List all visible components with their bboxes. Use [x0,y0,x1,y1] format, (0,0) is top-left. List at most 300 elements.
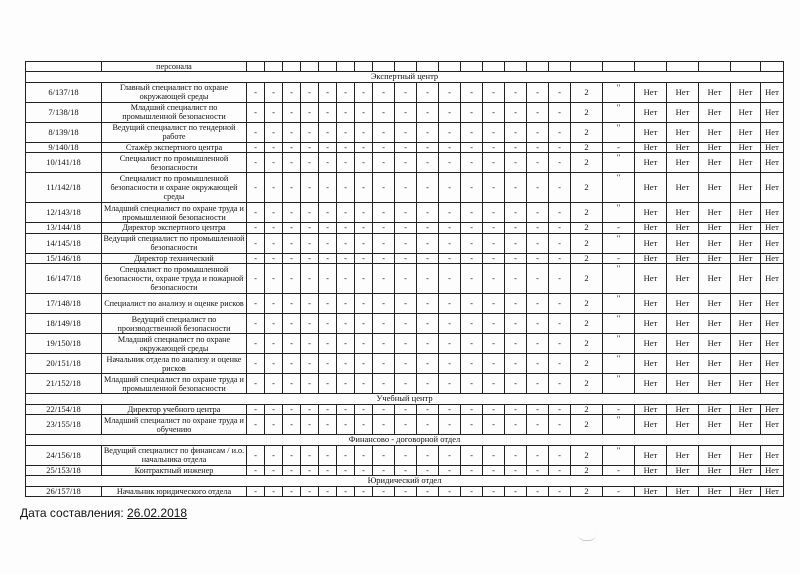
no-cell: Нет [761,334,784,354]
factor-dash: - [395,334,417,354]
factor-dash: - [283,415,301,435]
tick-cell: " [603,415,635,435]
dash-cell: - [549,102,571,122]
no-cell: Нет [667,294,699,314]
position-name: Ведущий специалист по тендерной работе [102,122,247,142]
position-name: Младший специалист по промышленной безопасности [102,102,247,122]
factor-dash: - [247,314,265,334]
factor-dash: - [301,142,319,153]
class-cell: 2 [571,122,603,142]
factor-dash: - [417,203,439,223]
factor-dash: - [283,82,301,102]
factor-dash: - [505,415,527,435]
factor-dash: - [505,122,527,142]
factor-dash: - [439,142,461,153]
factor-dash: - [527,82,549,102]
factor-dash: - [505,314,527,334]
factor-dash: - [301,233,319,253]
no-cell: Нет [635,253,667,264]
no-cell: Нет [699,334,731,354]
tick-cell: " [603,354,635,374]
no-cell: Нет [761,173,784,203]
tick-cell: - [603,404,635,415]
position-name: Ведущий специалист по финансам / и.о. начальника отдела [102,445,247,465]
factor-dash: - [283,404,301,415]
dash-cell: - [549,82,571,102]
factor-dash: - [283,334,301,354]
factor-dash: - [337,102,355,122]
no-cell: Нет [699,173,731,203]
factor-dash: - [355,82,373,102]
factor-dash: - [395,102,417,122]
tick-cell: " [603,203,635,223]
factor-dash: - [417,415,439,435]
factor-dash: - [247,233,265,253]
no-cell: Нет [667,82,699,102]
factor-dash: - [461,404,483,415]
factor-dash: - [265,294,283,314]
no-cell: Нет [667,486,699,497]
factor-dash: - [283,122,301,142]
factor-dash: - [439,82,461,102]
factor-dash: - [373,173,395,203]
factor-dash: - [417,122,439,142]
factor-dash: - [373,203,395,223]
tick-cell: " [603,294,635,314]
factor-dash: - [355,264,373,294]
factor-dash: - [283,264,301,294]
factor-dash: - [417,253,439,264]
position-name: Ведущий специалист по промышленной безопасности [103,234,245,253]
factor-dash: - [483,465,505,476]
factor-dash: - [283,314,301,334]
dash-cell: - [549,334,571,354]
factor-dash: - [505,173,527,203]
factor-dash: - [395,223,417,234]
factor-dash: - [527,354,549,374]
factor-dash: - [355,486,373,497]
no-cell: Нет [699,153,731,173]
class-cell: 2 [571,173,603,203]
position-name: Младший специалист по охране окружающей среды [102,334,247,354]
factor-dash: - [265,264,283,294]
no-cell: Нет [761,314,784,334]
no-cell: Нет [699,374,731,394]
factor-dash: - [417,233,439,253]
factor-dash: - [395,122,417,142]
factor-dash: - [395,264,417,294]
dash-cell: - [549,223,571,234]
factor-dash: - [395,233,417,253]
factor-dash: - [373,223,395,234]
section-header-row [26,72,784,83]
no-cell: Нет [635,404,667,415]
factor-dash: - [417,354,439,374]
factor-dash: - [439,203,461,223]
factor-dash: - [527,404,549,415]
factor-dash: - [439,354,461,374]
no-cell: Нет [731,294,761,314]
workplace-code: 13/144/18 [26,223,102,234]
factor-dash: - [395,153,417,173]
factor-dash: - [319,142,337,153]
factor-dash: - [439,445,461,465]
factor-dash: - [247,486,265,497]
factor-dash: - [247,253,265,264]
compilation-date [20,506,187,520]
factor-dash: - [283,253,301,264]
factor-dash: - [461,264,483,294]
workplace-code: 24/156/18 [26,445,102,465]
factor-dash: - [247,82,265,102]
factor-dash: - [373,153,395,173]
no-cell: Нет [667,253,699,264]
position-name: Директор учебного центра [102,404,247,415]
factor-dash: - [527,233,549,253]
factor-dash: - [461,415,483,435]
tick-cell: " [603,334,635,354]
factor-dash: - [439,253,461,264]
no-cell: Нет [667,374,699,394]
factor-dash: - [461,314,483,334]
factor-dash: - [483,173,505,203]
dash-cell: - [549,173,571,203]
factor-dash: - [505,264,527,294]
factor-dash: - [395,82,417,102]
factor-dash: - [461,334,483,354]
section-title: Финансово - договорной отдел [26,435,784,446]
factor-dash: - [505,334,527,354]
factor-dash: - [439,374,461,394]
factor-dash: - [505,294,527,314]
no-cell: Нет [731,314,761,334]
position-name: Стажёр экспертного центра [102,142,247,153]
factor-dash: - [483,203,505,223]
factor-dash: - [337,82,355,102]
workplace-code: 26/157/18 [26,486,102,497]
tick-cell: " [603,314,635,334]
factor-dash: - [319,354,337,374]
class-cell: 2 [571,264,603,294]
factor-dash: - [319,334,337,354]
factor-dash: - [247,102,265,122]
factor-dash: - [439,223,461,234]
factor-dash: - [461,82,483,102]
no-cell: Нет [699,354,731,374]
factor-dash: - [355,314,373,334]
no-cell: Нет [761,142,784,153]
factor-dash: - [301,203,319,223]
workplace-code: 19/150/18 [26,334,102,354]
no-cell: Нет [635,203,667,223]
factor-dash: - [439,314,461,334]
factor-dash: - [319,153,337,173]
factor-dash: - [461,142,483,153]
class-cell: 2 [571,82,603,102]
tick-cell: " [603,122,635,142]
no-cell: Нет [667,153,699,173]
class-cell: 2 [571,102,603,122]
factor-dash: - [373,404,395,415]
workplace-code: 12/143/18 [26,203,102,223]
no-cell: Нет [699,102,731,122]
no-cell: Нет [699,122,731,142]
factor-dash: - [461,153,483,173]
table-row [26,102,784,122]
factor-dash: - [319,294,337,314]
no-cell: Нет [635,314,667,334]
factor-dash: - [461,203,483,223]
factor-dash: - [301,253,319,264]
table-row [26,374,784,394]
no-cell: Нет [761,465,784,476]
no-cell: Нет [731,334,761,354]
factor-dash: - [301,82,319,102]
factor-dash: - [527,153,549,173]
no-cell: Нет [731,102,761,122]
factor-dash: - [439,334,461,354]
factor-dash: - [283,354,301,374]
factor-dash: - [319,374,337,394]
workplace-code: 8/139/18 [26,122,102,142]
factor-dash: - [301,465,319,476]
no-cell: Нет [731,173,761,203]
no-cell: Нет [667,404,699,415]
assessment-table [25,61,784,497]
factor-dash: - [439,153,461,173]
factor-dash: - [439,415,461,435]
factor-dash: - [483,102,505,122]
no-cell: Нет [731,486,761,497]
dash-cell: - [549,203,571,223]
no-cell: Нет [731,203,761,223]
table-row [26,82,784,102]
no-cell: Нет [699,404,731,415]
factor-dash: - [417,102,439,122]
class-cell: 2 [571,142,603,153]
no-cell: Нет [761,203,784,223]
workplace-code: 14/145/18 [26,233,102,253]
table-row [26,334,784,354]
factor-dash: - [527,374,549,394]
factor-dash: - [417,294,439,314]
class-cell: 2 [571,334,603,354]
tick-cell: - [603,486,635,497]
factor-dash: - [265,354,283,374]
factor-dash: - [373,233,395,253]
factor-dash: - [283,102,301,122]
factor-dash: - [461,253,483,264]
position-name: Директор технический [102,253,247,264]
factor-dash: - [337,404,355,415]
class-cell: 2 [571,354,603,374]
factor-dash: - [395,404,417,415]
no-cell: Нет [699,465,731,476]
factor-dash: - [417,486,439,497]
dash-cell: - [549,374,571,394]
workplace-code: 9/140/18 [26,142,102,153]
factor-dash: - [439,465,461,476]
factor-dash: - [505,253,527,264]
factor-dash: - [527,223,549,234]
factor-dash: - [283,294,301,314]
no-cell: Нет [635,264,667,294]
factor-dash: - [265,465,283,476]
position-name: Специалист по промышленной безопасности и охране окружающей среды [102,173,247,203]
factor-dash: - [439,102,461,122]
factor-dash: - [461,122,483,142]
factor-dash: - [395,415,417,435]
factor-dash: - [319,404,337,415]
factor-dash: - [337,445,355,465]
tick-cell: " [603,82,635,102]
factor-dash: - [337,142,355,153]
factor-dash: - [337,354,355,374]
factor-dash: - [355,294,373,314]
no-cell: Нет [731,153,761,173]
no-cell: Нет [699,294,731,314]
factor-dash: - [439,233,461,253]
table-row [26,445,784,465]
table-row [26,223,784,234]
factor-dash: - [483,404,505,415]
no-cell: Нет [731,404,761,415]
factor-dash: - [355,465,373,476]
dash-cell: - [549,253,571,264]
factor-dash: - [247,142,265,153]
factor-dash: - [247,445,265,465]
factor-dash: - [527,253,549,264]
table-row [26,415,784,435]
factor-dash: - [301,445,319,465]
factor-dash: - [355,445,373,465]
factor-dash: - [373,374,395,394]
factor-dash: - [337,486,355,497]
class-cell: 2 [571,253,603,264]
factor-dash: - [265,173,283,203]
no-cell: Нет [667,354,699,374]
no-cell: Нет [667,203,699,223]
workplace-code: 15/146/18 [26,253,102,264]
factor-dash: - [373,264,395,294]
factor-dash: - [283,374,301,394]
factor-dash: - [373,314,395,334]
no-cell: Нет [667,445,699,465]
factor-dash: - [483,374,505,394]
factor-dash: - [417,445,439,465]
factor-dash: - [373,142,395,153]
factor-dash: - [337,415,355,435]
factor-dash: - [417,465,439,476]
factor-dash: - [395,374,417,394]
factor-dash: - [461,374,483,394]
class-cell: 2 [571,223,603,234]
factor-dash: - [395,142,417,153]
factor-dash: - [505,203,527,223]
no-cell: Нет [699,314,731,334]
factor-dash: - [301,122,319,142]
factor-dash: - [247,264,265,294]
factor-dash: - [265,314,283,334]
factor-dash: - [395,253,417,264]
no-cell: Нет [635,465,667,476]
dash-cell: - [549,415,571,435]
factor-dash: - [439,294,461,314]
section-title: Учебный центр [26,394,784,405]
factor-dash: - [527,486,549,497]
class-cell: 2 [571,465,603,476]
factor-dash: - [337,122,355,142]
no-cell: Нет [699,415,731,435]
factor-dash: - [417,314,439,334]
factor-dash: - [319,122,337,142]
factor-dash: - [395,203,417,223]
no-cell: Нет [667,102,699,122]
factor-dash: - [417,374,439,394]
factor-dash: - [337,314,355,334]
factor-dash: - [417,264,439,294]
factor-dash: - [373,294,395,314]
factor-dash: - [265,203,283,223]
factor-dash: - [505,153,527,173]
no-cell: Нет [667,233,699,253]
factor-dash: - [247,334,265,354]
factor-dash: - [527,102,549,122]
factor-dash: - [483,314,505,334]
factor-dash: - [247,203,265,223]
factor-dash: - [319,223,337,234]
dash-cell: - [549,486,571,497]
class-cell: 2 [571,153,603,173]
factor-dash: - [265,334,283,354]
factor-dash: - [461,223,483,234]
factor-dash: - [355,415,373,435]
factor-dash: - [505,354,527,374]
factor-dash: - [417,404,439,415]
factor-dash: - [373,354,395,374]
factor-dash: - [247,374,265,394]
factor-dash: - [417,223,439,234]
factor-dash: - [355,153,373,173]
factor-dash: - [527,203,549,223]
no-cell: Нет [761,102,784,122]
factor-dash: - [505,102,527,122]
factor-dash: - [301,264,319,294]
factor-dash: - [301,415,319,435]
table-row [26,233,784,253]
no-cell: Нет [699,445,731,465]
position-name: Младший специалист по охране труда и обучению [102,415,247,435]
factor-dash: - [395,173,417,203]
factor-dash: - [395,294,417,314]
factor-dash: - [505,404,527,415]
continuation-label: персонала [102,62,247,72]
factor-dash: - [283,203,301,223]
factor-dash: - [373,253,395,264]
no-cell: Нет [699,264,731,294]
factor-dash: - [337,264,355,294]
factor-dash: - [283,153,301,173]
factor-dash: - [265,486,283,497]
factor-dash: - [483,264,505,294]
factor-dash: - [301,102,319,122]
tick-cell: " [603,153,635,173]
table-row [26,354,784,374]
factor-dash: - [461,354,483,374]
no-cell: Нет [635,153,667,173]
class-cell: 2 [571,233,603,253]
factor-dash: - [301,334,319,354]
